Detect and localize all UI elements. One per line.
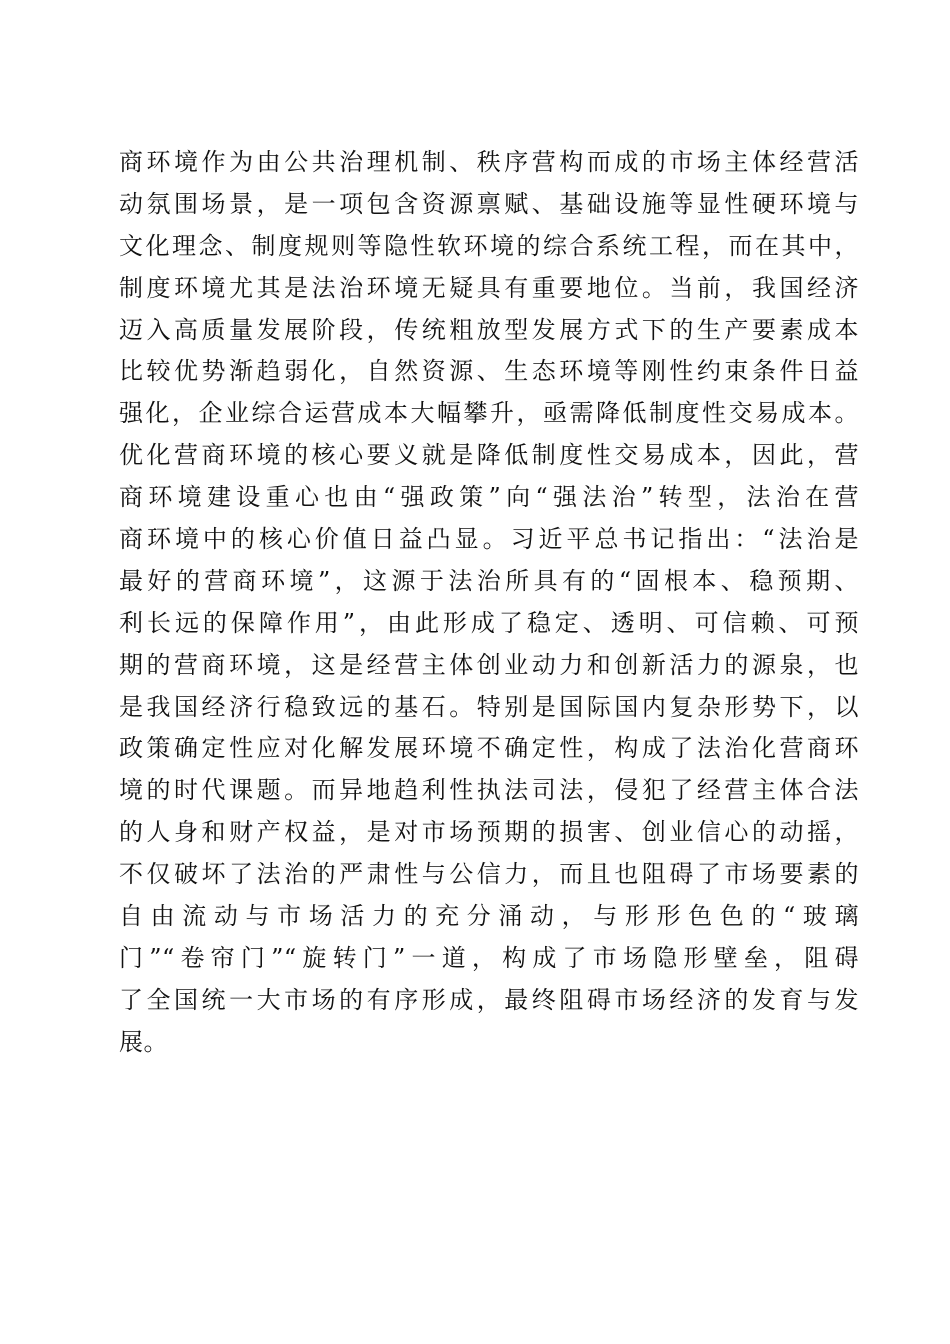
- text-line: 境的时代课题。而异地趋利性执法司法，侵犯了经营主体合法: [119, 776, 859, 805]
- text-line: 迈入高质量发展阶段，传统粗放型发展方式下的生产要素成本: [119, 315, 859, 344]
- text-line: 商环境建设重心也由“强政策”向“强法治”转型，法治在营: [119, 483, 859, 512]
- text-line: 门”“卷帘门”“旋转门”一道，构成了市场隐形壁垒，阻碍: [119, 943, 859, 972]
- text-line: 政策确定性应对化解发展环境不确定性，构成了法治化营商环: [119, 734, 859, 763]
- text-line: 动氛围场景，是一项包含资源禀赋、基础设施等显性硬环境与: [119, 189, 859, 218]
- text-line: 的人身和财产权益，是对市场预期的损害、创业信心的动摇，: [119, 818, 859, 847]
- body-paragraph: [119, 142, 859, 1064]
- text-line: 展。: [119, 1027, 168, 1056]
- text-line: 是我国经济行稳致远的基石。特别是国际国内复杂形势下，以: [119, 692, 859, 721]
- text-line: 了全国统一大市场的有序形成，最终阻碍市场经济的发育与发: [119, 985, 859, 1014]
- text-line: 不仅破坏了法治的严肃性与公信力，而且也阻碍了市场要素的: [119, 860, 859, 889]
- text-line: 利长远的保障作用”，由此形成了稳定、透明、可信赖、可预: [119, 608, 859, 637]
- text-line: 优化营商环境的核心要义就是降低制度性交易成本，因此，营: [119, 441, 859, 470]
- text-line: 文化理念、制度规则等隐性软环境的综合系统工程，而在其中，: [119, 231, 859, 260]
- text-line: 最好的营商环境”，这源于法治所具有的“固根本、稳预期、: [119, 566, 859, 595]
- text-line: 制度环境尤其是法治环境无疑具有重要地位。当前，我国经济: [119, 273, 859, 302]
- text-line: 自由流动与市场活力的充分涌动，与形形色色的“玻璃: [119, 902, 859, 931]
- text-line: 商环境作为由公共治理机制、秩序营构而成的市场主体经营活: [119, 148, 859, 176]
- text-line: 强化，企业综合运营成本大幅攀升，亟需降低制度性交易成本。: [119, 399, 859, 428]
- text-line: 期的营商环境，这是经营主体创业动力和创新活力的源泉，也: [119, 650, 859, 679]
- text-line: 比较优势渐趋弱化，自然资源、生态环境等刚性约束条件日益: [119, 357, 859, 386]
- text-line: 商环境中的核心价值日益凸显。习近平总书记指出：“法治是: [119, 525, 859, 554]
